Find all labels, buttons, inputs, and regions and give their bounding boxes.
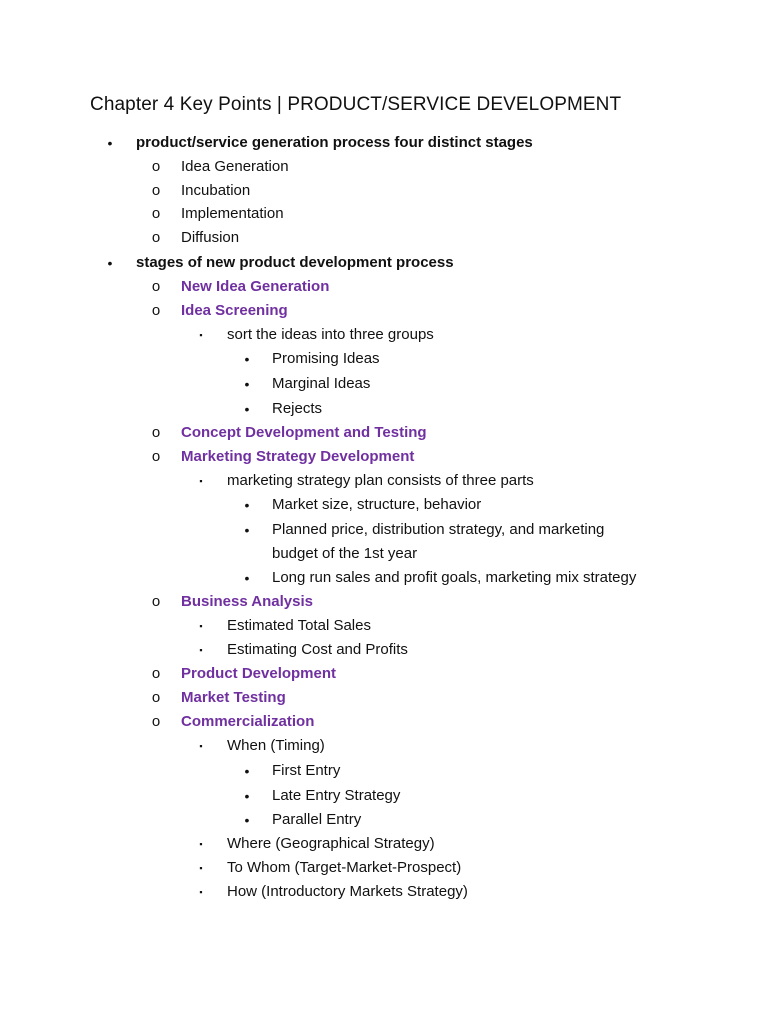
circle-bullet-icon: o — [151, 182, 161, 199]
square-bullet-icon: ▪ — [199, 741, 203, 751]
outline-item-text: budget of the 1st year — [272, 545, 418, 562]
outline-item-level-4 — [0, 518, 768, 542]
outline-item-text: First Entry — [272, 762, 341, 779]
outline-item-level-4 — [0, 542, 768, 566]
bullet-icon: • — [244, 401, 250, 417]
outline-item-text: To Whom (Target-Market-Prospect) — [227, 859, 462, 876]
outline-item-level-2 — [0, 275, 768, 299]
outline-item-text: Commercialization — [181, 713, 315, 730]
circle-bullet-icon: o — [151, 229, 161, 246]
circle-bullet-icon: o — [151, 713, 161, 730]
square-bullet-icon: ▪ — [199, 476, 203, 486]
outline-item-level-4 — [0, 808, 768, 832]
square-bullet-icon: ▪ — [199, 621, 203, 631]
bullet-icon: • — [244, 522, 250, 538]
outline-item-text: sort the ideas into three groups — [227, 326, 434, 343]
outline-item-level-4 — [0, 784, 768, 808]
outline-item-text: product/service generation process four distinct stages — [136, 134, 533, 151]
circle-bullet-icon: o — [151, 278, 161, 295]
outline-item-level-3 — [0, 734, 768, 758]
outline-item-text: How (Introductory Markets Strategy) — [227, 883, 468, 900]
outline-item-text: stages of new product development process — [136, 254, 454, 271]
outline-item-level-1 — [0, 131, 768, 155]
outline-item-level-4 — [0, 372, 768, 396]
outline-item-level-3 — [0, 614, 768, 638]
outline-item-text: Estimating Cost and Profits — [227, 641, 408, 658]
outline-item-level-2 — [0, 421, 768, 445]
outline-item-text: Marketing Strategy Development — [181, 448, 415, 465]
outline-item-level-2 — [0, 710, 768, 734]
circle-bullet-icon: o — [151, 448, 161, 465]
bullet-icon: • — [244, 497, 250, 513]
outline-item-text: Product Development — [181, 665, 337, 682]
outline-item-level-2 — [0, 662, 768, 686]
outline-item-text: Concept Development and Testing — [181, 424, 427, 441]
outline-item-level-4 — [0, 493, 768, 517]
page-title: Chapter 4 Key Points | PRODUCT/SERVICE DEVELOPMENT — [90, 94, 622, 115]
bullet-icon: • — [244, 351, 250, 367]
outline-item-level-4 — [0, 397, 768, 421]
bullet-icon: • — [244, 376, 250, 392]
square-bullet-icon: ▪ — [199, 839, 203, 849]
outline-item-text: Long run sales and profit goals, marketing mix strategy — [272, 569, 637, 586]
outline-item-text: Business Analysis — [181, 593, 314, 610]
outline-item-text: marketing strategy plan consists of three parts — [227, 472, 534, 489]
circle-bullet-icon: o — [151, 689, 161, 706]
circle-bullet-icon: o — [151, 665, 161, 682]
outline-item-text: Idea Screening — [181, 302, 288, 319]
outline-item-level-2 — [0, 226, 768, 250]
circle-bullet-icon: o — [151, 424, 161, 441]
square-bullet-icon: ▪ — [199, 863, 203, 873]
outline-item-level-2 — [0, 202, 768, 226]
outline-item-level-4 — [0, 347, 768, 371]
outline-item-level-3 — [0, 832, 768, 856]
outline-item-text: Late Entry Strategy — [272, 787, 401, 804]
outline-item-level-4 — [0, 759, 768, 783]
outline-item-text: Market Testing — [181, 689, 286, 706]
circle-bullet-icon: o — [151, 593, 161, 610]
bullet-icon: • — [107, 255, 113, 271]
bullet-icon: • — [244, 788, 250, 804]
outline-item-level-4 — [0, 566, 768, 590]
square-bullet-icon: ▪ — [199, 887, 203, 897]
outline-item-level-2 — [0, 445, 768, 469]
outline-item-text: When (Timing) — [227, 737, 325, 754]
outline-item-level-3 — [0, 638, 768, 662]
outline-item-level-2 — [0, 179, 768, 203]
square-bullet-icon: ▪ — [199, 330, 203, 340]
outline-item-text: Marginal Ideas — [272, 375, 371, 392]
outline-item-text: Rejects — [272, 400, 323, 417]
outline-item-text: Promising Ideas — [272, 350, 380, 367]
outline-item-text: Where (Geographical Strategy) — [227, 835, 435, 852]
outline-item-level-3 — [0, 880, 768, 904]
square-bullet-icon: ▪ — [199, 645, 203, 655]
outline-item-level-3 — [0, 856, 768, 880]
circle-bullet-icon: o — [151, 158, 161, 175]
circle-bullet-icon: o — [151, 205, 161, 222]
outline-item-level-2 — [0, 299, 768, 323]
outline-item-text: Diffusion — [181, 229, 240, 246]
outline-item-level-3 — [0, 469, 768, 493]
outline-item-text: Incubation — [181, 182, 251, 199]
outline-item-text: Idea Generation — [181, 158, 289, 175]
outline-item-text: Parallel Entry — [272, 811, 362, 828]
circle-bullet-icon: o — [151, 302, 161, 319]
outline-item-text: New Idea Generation — [181, 278, 330, 295]
outline-item-level-2 — [0, 686, 768, 710]
bullet-icon: • — [244, 763, 250, 779]
bullet-icon: • — [244, 812, 250, 828]
outline-item-level-3 — [0, 323, 768, 347]
outline-item-text: Estimated Total Sales — [227, 617, 371, 634]
bullet-icon: • — [244, 570, 250, 586]
outline-item-level-1 — [0, 251, 768, 275]
outline-item-text: Planned price, distribution strategy, and marketing — [272, 521, 605, 538]
bullet-icon: • — [107, 135, 113, 151]
outline-item-level-2 — [0, 590, 768, 614]
outline-item-text: Market size, structure, behavior — [272, 496, 482, 513]
outline-item-text: Implementation — [181, 205, 284, 222]
outline-item-level-2 — [0, 155, 768, 179]
